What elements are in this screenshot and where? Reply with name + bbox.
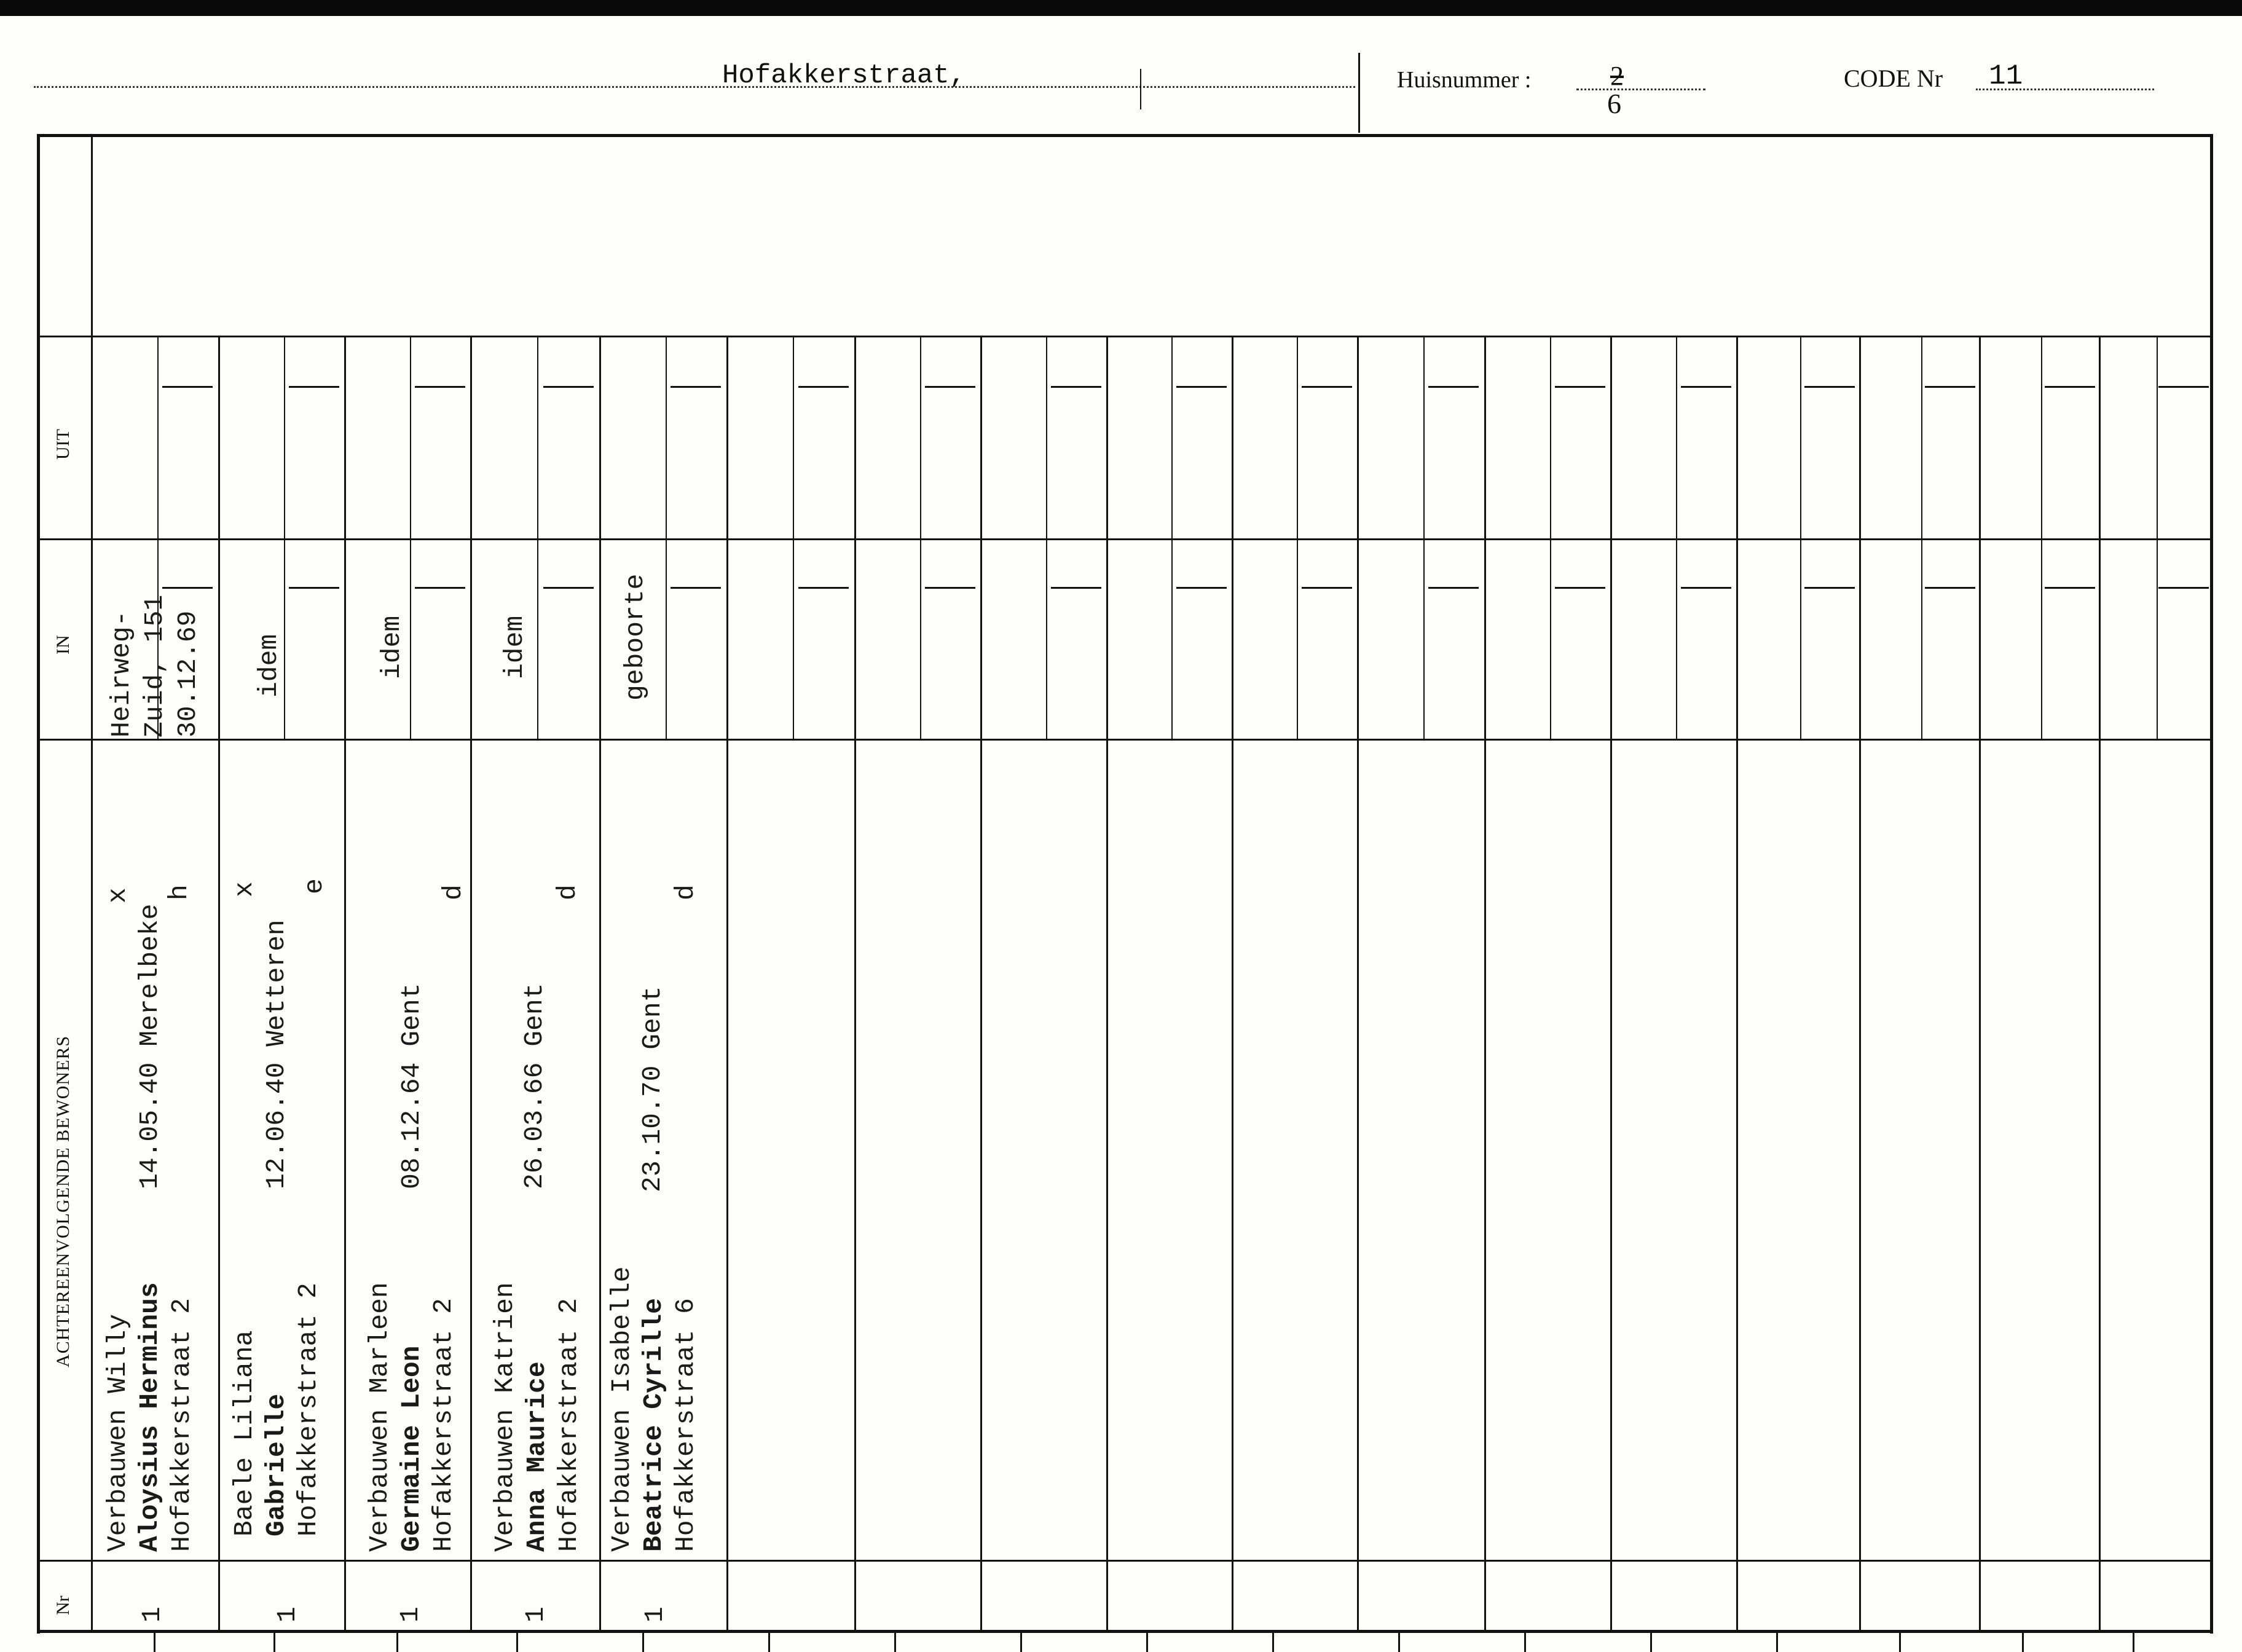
bottom-tick: [154, 1632, 155, 1652]
empty-dash: [1925, 587, 1975, 589]
bottom-tick: [273, 1632, 275, 1652]
empty-dash: [1681, 386, 1731, 388]
resident-name-line: Germaine Leon: [396, 1345, 427, 1552]
resident-address-line: Hofakkerstraat 2: [428, 1298, 458, 1552]
subcolumn-divider: [1676, 336, 1677, 739]
bottom-tick: [1776, 1632, 1778, 1652]
bottom-tick: [396, 1632, 398, 1652]
header-divider: [1358, 53, 1360, 133]
empty-dash: [798, 386, 849, 388]
subcolumn-divider: [920, 336, 921, 739]
subcolumn-divider: [537, 336, 538, 739]
empty-dash: [1176, 587, 1227, 589]
resident-nr: 1: [640, 1607, 670, 1622]
resident-nr: 1: [521, 1607, 551, 1622]
empty-dash: [1428, 386, 1479, 388]
bottom-tick: [1020, 1632, 1022, 1652]
row-divider-bewoners-top: [37, 739, 2212, 741]
bottom-tick: [1146, 1632, 1148, 1652]
empty-dash: [1302, 386, 1352, 388]
bottom-tick: [1398, 1632, 1400, 1652]
empty-dash: [1051, 587, 1101, 589]
empty-dash: [2045, 386, 2095, 388]
table-bottom-border: [37, 1630, 2212, 1633]
column-divider: [1610, 336, 1612, 1631]
in-line: Heirweg-: [106, 610, 136, 738]
bottom-tick: [1524, 1632, 1526, 1652]
resident-nr: 1: [272, 1607, 302, 1622]
resident-mark: x: [229, 881, 259, 897]
huisnummer-dotted-line: [1576, 88, 1705, 90]
empty-dash: [1428, 587, 1479, 589]
empty-dash: [1925, 386, 1975, 388]
resident-code: h: [164, 884, 194, 900]
resident-name-line: Verbauwen Willy: [103, 1313, 133, 1552]
column-divider: [599, 336, 601, 1631]
empty-dash: [1804, 386, 1855, 388]
resident-code: d: [671, 884, 701, 900]
empty-dash: [671, 587, 721, 589]
empty-dash: [415, 386, 465, 388]
column-divider: [1232, 336, 1233, 1631]
empty-dash: [543, 386, 594, 388]
bottom-tick: [1272, 1632, 1274, 1652]
empty-dash: [671, 386, 721, 388]
subcolumn-divider: [1550, 336, 1551, 739]
empty-dash: [1302, 587, 1352, 589]
pen-stroke: [1140, 69, 1141, 109]
bottom-tick: [1650, 1632, 1652, 1652]
resident-birth: 14.05.40 Merelbeke: [135, 903, 165, 1189]
empty-dash: [1681, 587, 1731, 589]
huisnummer-label: Huisnummer :: [1397, 67, 1532, 93]
empty-dash: [1051, 386, 1101, 388]
empty-dash: [1555, 386, 1605, 388]
resident-address-line: Hofakkerstraat 6: [671, 1298, 701, 1552]
in-line: geboorte: [620, 573, 650, 701]
in-line: idem: [254, 634, 284, 698]
empty-dash: [1176, 386, 1227, 388]
resident-nr: 1: [395, 1607, 425, 1622]
bottom-tick: [1899, 1632, 1901, 1652]
empty-dash: [2158, 386, 2209, 388]
resident-name-line: Aloysius Herminus: [135, 1282, 165, 1552]
subcolumn-divider: [2041, 336, 2042, 739]
column-divider: [1357, 336, 1359, 1631]
in-line: idem: [377, 615, 407, 679]
row-divider-in-top: [37, 538, 2212, 540]
top-scan-edge: [0, 0, 2242, 16]
label-uit: UIT: [53, 429, 73, 460]
column-divider: [1979, 336, 1981, 1631]
column-divider: [1736, 336, 1738, 1631]
bottom-tick: [2022, 1632, 2024, 1652]
resident-name-line: Anna Maurice: [522, 1361, 552, 1552]
subcolumn-divider: [1171, 336, 1173, 739]
resident-name-line: Verbauwen Isabelle: [607, 1266, 637, 1552]
resident-birth: 23.10.70 Gent: [637, 986, 667, 1192]
subcolumn-divider: [1921, 336, 1922, 739]
column-divider: [1106, 336, 1108, 1631]
column-divider: [1859, 336, 1861, 1631]
row-divider-nr-top: [37, 1560, 2212, 1562]
column-divider: [854, 336, 856, 1631]
bottom-tick: [516, 1632, 518, 1652]
resident-name-line: Gabrielle: [261, 1393, 291, 1536]
resident-name-line: Beatrice Cyrille: [639, 1298, 669, 1552]
street-dotted-line: [34, 86, 1355, 88]
code-label: CODE Nr: [1844, 65, 1943, 92]
empty-dash: [162, 587, 213, 589]
resident-birth: 26.03.66 Gent: [519, 983, 549, 1189]
in-line: idem: [500, 615, 530, 679]
table-top-border: [37, 134, 2212, 137]
empty-dash: [925, 386, 975, 388]
huisnummer-old: 2: [1610, 61, 1624, 91]
bottom-tick: [894, 1632, 896, 1652]
empty-dash: [289, 386, 339, 388]
resident-name-line: Verbauwen Katrien: [490, 1282, 520, 1552]
huisnummer-new: 6: [1607, 88, 1621, 119]
bottom-tick: [2133, 1632, 2134, 1652]
column-divider: [344, 336, 346, 1631]
column-divider: [1484, 336, 1486, 1631]
label-in: IN: [53, 635, 73, 655]
resident-name-line: Baele Liliana: [229, 1330, 259, 1536]
column-divider: [218, 336, 220, 1631]
resident-code: d: [553, 884, 583, 900]
subcolumn-divider: [793, 336, 794, 739]
column-divider: [2099, 336, 2101, 1631]
subcolumn-divider: [2157, 336, 2158, 739]
resident-birth: 08.12.64 Gent: [396, 983, 427, 1189]
empty-dash: [162, 386, 213, 388]
resident-address-line: Hofakkerstraat 2: [167, 1298, 197, 1552]
subcolumn-divider: [410, 336, 411, 739]
resident-name-line: Verbauwen Marleen: [364, 1282, 395, 1552]
column-divider: [726, 336, 728, 1631]
subcolumn-divider: [666, 336, 667, 739]
in-line: 30.12.69: [173, 610, 203, 738]
empty-dash: [289, 587, 339, 589]
row-divider-uit-top: [37, 336, 2212, 337]
empty-dash: [798, 587, 849, 589]
in-line: Zuid, 151: [140, 594, 170, 738]
bottom-tick: [768, 1632, 770, 1652]
empty-dash: [1555, 587, 1605, 589]
subcolumn-divider: [1800, 336, 1801, 739]
subcolumn-divider: [1297, 336, 1298, 739]
empty-dash: [543, 587, 594, 589]
label-column-divider: [91, 134, 93, 1632]
column-divider: [470, 336, 472, 1631]
subcolumn-divider: [1046, 336, 1047, 739]
code-value: 11: [1989, 60, 2023, 92]
table-right-border: [2210, 134, 2213, 1634]
empty-dash: [2045, 587, 2095, 589]
resident-code: d: [438, 884, 468, 900]
resident-nr: 1: [137, 1607, 167, 1622]
resident-birth: 12.06.40 Wetteren: [261, 919, 291, 1189]
resident-address-line: Hofakkerstraat 2: [293, 1283, 323, 1536]
resident-code: e: [299, 878, 329, 894]
resident-address-line: Hofakkerstraat 2: [554, 1298, 584, 1552]
empty-dash: [925, 587, 975, 589]
subcolumn-divider: [1423, 336, 1425, 739]
resident-mark: x: [103, 887, 133, 903]
street-name: Hofakkerstraat,: [722, 60, 966, 91]
column-divider: [980, 336, 982, 1631]
table-left-border: [37, 134, 40, 1634]
empty-dash: [1804, 587, 1855, 589]
empty-dash: [2158, 587, 2209, 589]
empty-dash: [415, 587, 465, 589]
bottom-tick: [642, 1632, 644, 1652]
label-bewoners: ACHTEREENVOLGENDE BEWONERS: [53, 1035, 73, 1367]
label-nr: Nr: [53, 1595, 73, 1615]
